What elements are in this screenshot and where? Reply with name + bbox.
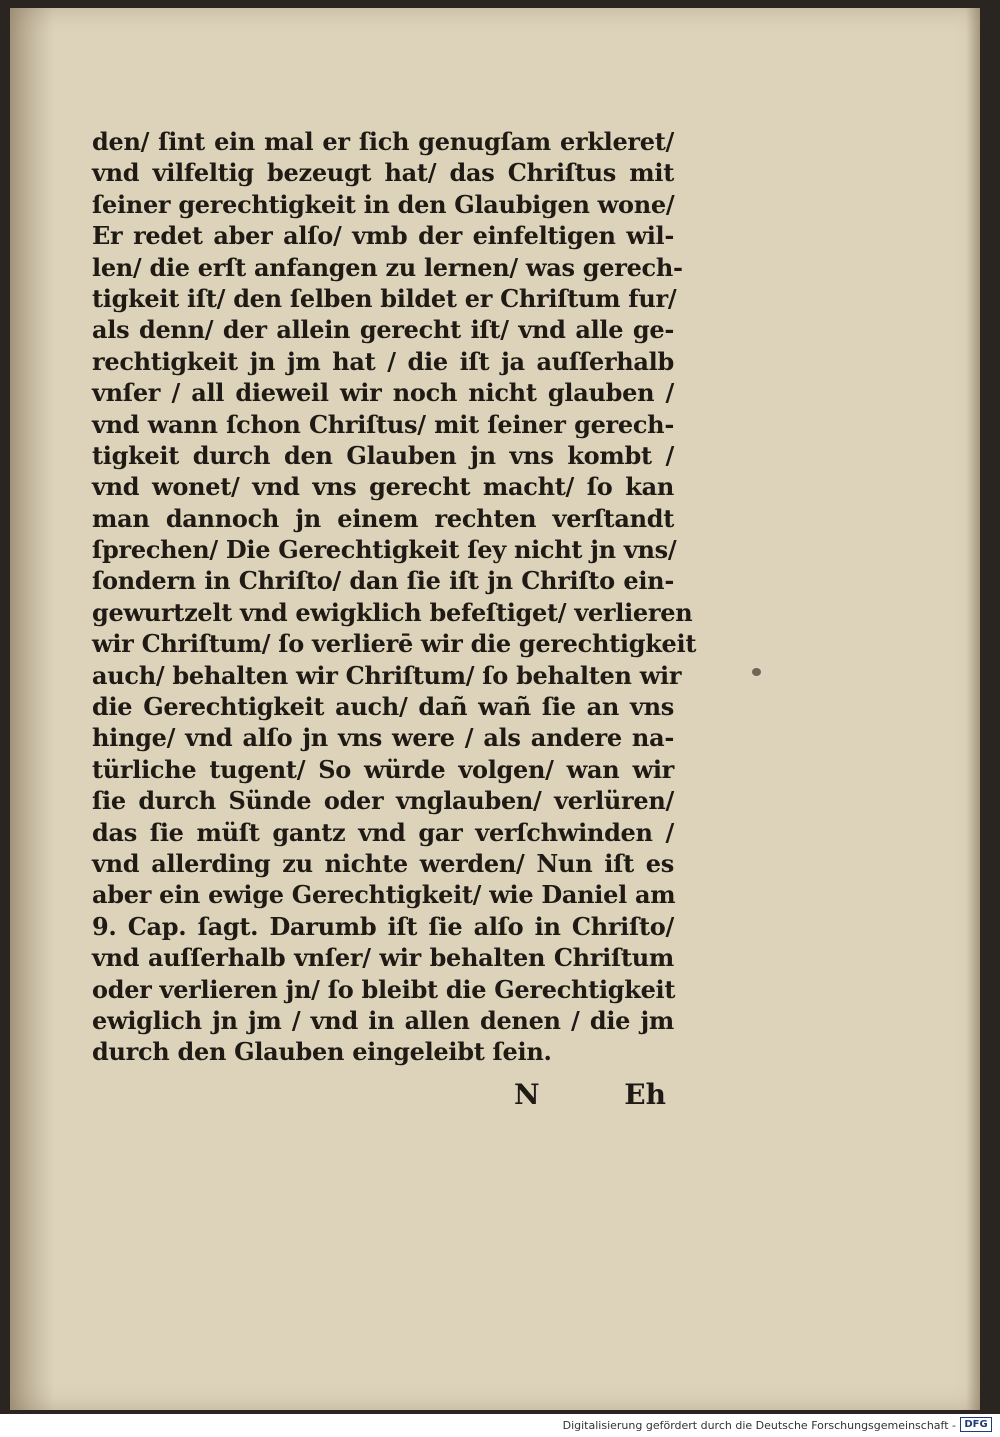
text-line: ſeiner gerechtigkeit in den Glaubigen wone/ (92, 189, 675, 219)
text-line: gewurtzelt vnd ewigklich befeſtiget/ verlieren (92, 597, 693, 627)
text-line: Er redet aber alſo/ vmb der einfeltigen wil- (92, 221, 674, 251)
paper-blemish (752, 668, 761, 676)
text-line: vnd allerding zu nichte werden/ Nun iſt es (92, 848, 674, 878)
dfg-credit-text: Digitalisierung gefördert durch die Deutsche Forschungsgemeinschaft - (562, 1419, 956, 1432)
text-line: len/ die erſt anfangen zu lernen/ was gerech- (92, 252, 683, 282)
text-line: ſondern in Chriſto/ dan ſie iſt jn Chriſto ein- (92, 566, 674, 596)
text-line: oder verlieren jn/ ſo bleibt die Gerechtigkeit (92, 974, 676, 1004)
text-line: aber ein ewige Gerechtigkeit/ wie Daniel am (92, 880, 676, 910)
dfg-logo: DFG (960, 1417, 992, 1432)
catchword: Eh (624, 1078, 666, 1111)
text-line: vnd auſſerhalb vnſer/ wir behalten Chriſtum (92, 943, 674, 973)
text-line: ſprechen/ Die Gerechtigkeit ſey nicht jn vns/ (92, 535, 677, 565)
text-line-final: durch den Glauben eingeleibt ſein. (92, 1037, 552, 1067)
text-line: auch/ behalten wir Chriſtum/ ſo behalten wir (92, 660, 682, 690)
gutter-shadow (10, 8, 54, 1410)
text-line: als denn/ der allein gerecht iſt/ vnd alle ge- (92, 315, 674, 345)
text-line: ſie durch Sünde oder vnglauben/ verlüren/ (92, 786, 674, 816)
text-line: tigkeit durch den Glauben jn vns kombt / (92, 440, 674, 470)
text-line: den/ ſint ein mal er ſich genugſam erkleret/ (92, 127, 674, 156)
signature-mark: N (514, 1078, 540, 1111)
text-line: vnd wann ſchon Chriſtus/ mit ſeiner gerech- (92, 409, 674, 439)
page-foot-marks (92, 1078, 674, 1114)
text-line: man dannoch jn einem rechten verſtandt (92, 503, 674, 533)
text-line: das ſie müſt gantz vnd gar verſchwinden / (92, 817, 674, 847)
text-line: vnd wonet/ vnd vns gerecht macht/ ſo kan (92, 472, 674, 502)
digitization-footer (0, 1414, 1000, 1437)
text-line: vnd vilfeltig bezeugt hat/ das Chriſtus mit (92, 158, 674, 188)
text-line: tigkeit iſt/ den ſelben bildet er Chriſtum fur/ (92, 283, 677, 313)
text-line: wir Chriſtum/ ſo verlierē wir die gerechtigkeit (92, 629, 697, 659)
text-line: die Gerechtigkeit auch/ dañ wañ ſie an vns (92, 692, 674, 722)
body-text (92, 126, 697, 1068)
text-line: rechtigkeit jn jm hat / die iſt ja auſſerhalb (92, 346, 674, 376)
text-line: hinge/ vnd alſo jn vns were / als andere na- (92, 723, 674, 753)
page-edge-shadow (966, 8, 980, 1410)
text-line: türliche tugent/ So würde volgen/ wan wir (92, 754, 674, 784)
text-line: vnſer / all dieweil wir noch nicht glauben / (92, 378, 674, 408)
text-line: 9. Cap. ſagt. Darumb iſt ſie alſo in Chriſto/ (92, 911, 674, 941)
text-line: ewiglich jn jm / vnd in allen denen / die jm (92, 1005, 674, 1035)
